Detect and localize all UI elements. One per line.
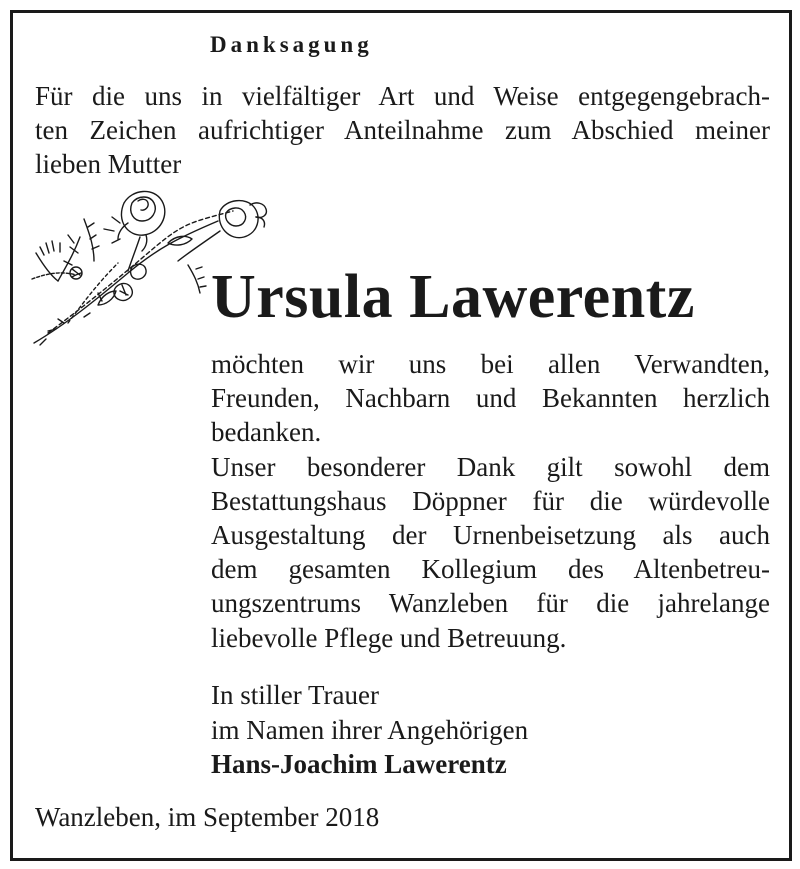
intro-line: ten Zeichen aufrichtiger Anteilnahme zum Abschied meiner bbox=[35, 115, 770, 145]
deceased-name: Ursula Lawerentz bbox=[211, 263, 695, 331]
intro-paragraph bbox=[35, 79, 770, 181]
body-line: bedanken. bbox=[211, 417, 322, 448]
body-line: liebevolle Pflege und Betreuung. bbox=[211, 622, 567, 653]
signature-block bbox=[211, 678, 528, 782]
signer-name: Hans-Joachim Lawerentz bbox=[211, 749, 507, 779]
body-line: Bestattungshaus Döppner für die würdevolle bbox=[211, 485, 770, 516]
intro-line: Für die uns in vielfältiger Art und Weise entgegengebrach- bbox=[35, 81, 770, 111]
body-line: möchten wir uns bei allen Verwandten, bbox=[211, 349, 770, 379]
body-line: Ausgestaltung der Urnenbeisetzung als auch bbox=[211, 520, 770, 551]
body-paragraph bbox=[211, 347, 770, 655]
body-line: Freunden, Nachbarn und Bekannten herzlich bbox=[211, 383, 770, 414]
signature-line: im Namen ihrer Angehörigen bbox=[211, 714, 529, 745]
intro-line: lieben Mutter bbox=[35, 149, 182, 179]
body-line: dem gesamten Kollegium des Altenbetreu- bbox=[211, 554, 770, 585]
body-line: Unser besonderer Dank gilt sowohl dem bbox=[211, 451, 770, 482]
body-line: ungszentrums Wanzleben für die jahrelange bbox=[211, 588, 770, 619]
signature-line: In stiller Trauer bbox=[211, 680, 379, 710]
notice-heading: Danksagung bbox=[210, 32, 373, 57]
place-date: Wanzleben, im September 2018 bbox=[35, 802, 380, 832]
